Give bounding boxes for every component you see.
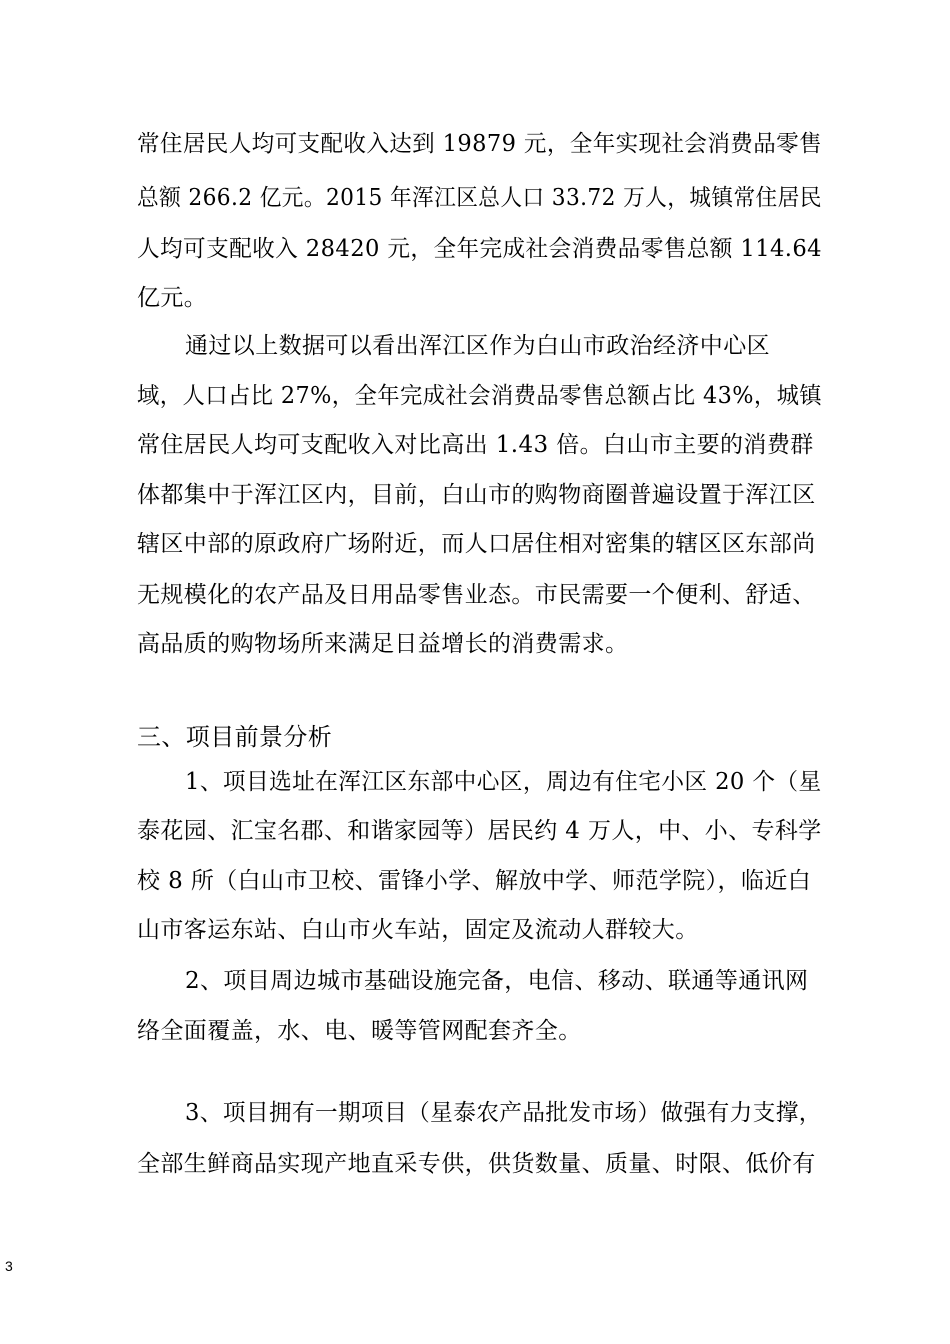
page-number: 3 (5, 1258, 13, 1274)
paragraph-line: 体都集中于浑江区内，目前，白山市的购物商圈普遍设置于浑江区 (137, 482, 816, 508)
paragraph-line: 无规模化的农产品及日用品零售业态。市民需要一个便利、舒适、 (137, 582, 816, 608)
paragraph-line: 通过以上数据可以看出浑江区作为白山市政治经济中心区 (185, 333, 770, 359)
paragraph-line: 全部生鲜商品实现产地直采专供，供货数量、质量、时限、低价有 (137, 1151, 816, 1177)
paragraph-line: 3、项目拥有一期项目（星泰农产品批发市场）做强有力支撑， (185, 1100, 822, 1126)
paragraph-line: 校 8 所（白山市卫校、雷锋小学、解放中学、师范学院），临近白 (137, 868, 812, 894)
paragraph-line: 1、项目选址在浑江区东部中心区，周边有住宅小区 20 个（星 (185, 769, 822, 795)
paragraph-line: 总额 266.2 亿元。2015 年浑江区总人口 33.72 万人，城镇常住居民 (137, 185, 822, 211)
paragraph-line: 辖区中部的原政府广场附近，而人口居住相对密集的辖区区东部尚 (137, 531, 816, 557)
paragraph-line: 高品质的购物场所来满足日益增长的消费需求。 (137, 631, 629, 657)
paragraph-line: 亿元。 (137, 285, 208, 311)
paragraph-line: 人均可支配收入 28420 元，全年完成社会消费品零售总额 114.64 (137, 236, 822, 262)
paragraph-line: 常住居民人均可支配收入对比高出 1.43 倍。白山市主要的消费群 (137, 432, 814, 458)
paragraph-line: 2、项目周边城市基础设施完备，电信、移动、联通等通讯网 (185, 968, 809, 994)
paragraph-line: 泰花园、汇宝名郡、和谐家园等）居民约 4 万人，中、小、专科学 (137, 818, 822, 844)
paragraph-line: 域，人口占比 27%，全年完成社会消费品零售总额占比 43%，城镇 (137, 383, 823, 409)
section-heading: 三、项目前景分析 (137, 723, 333, 751)
paragraph-line: 山市客运东站、白山市火车站，固定及流动人群较大。 (137, 917, 699, 943)
paragraph-line: 络全面覆盖，水、电、暖等管网配套齐全。 (137, 1018, 582, 1044)
paragraph-line: 常住居民人均可支配收入达到 19879 元，全年实现社会消费品零售 (137, 131, 823, 157)
